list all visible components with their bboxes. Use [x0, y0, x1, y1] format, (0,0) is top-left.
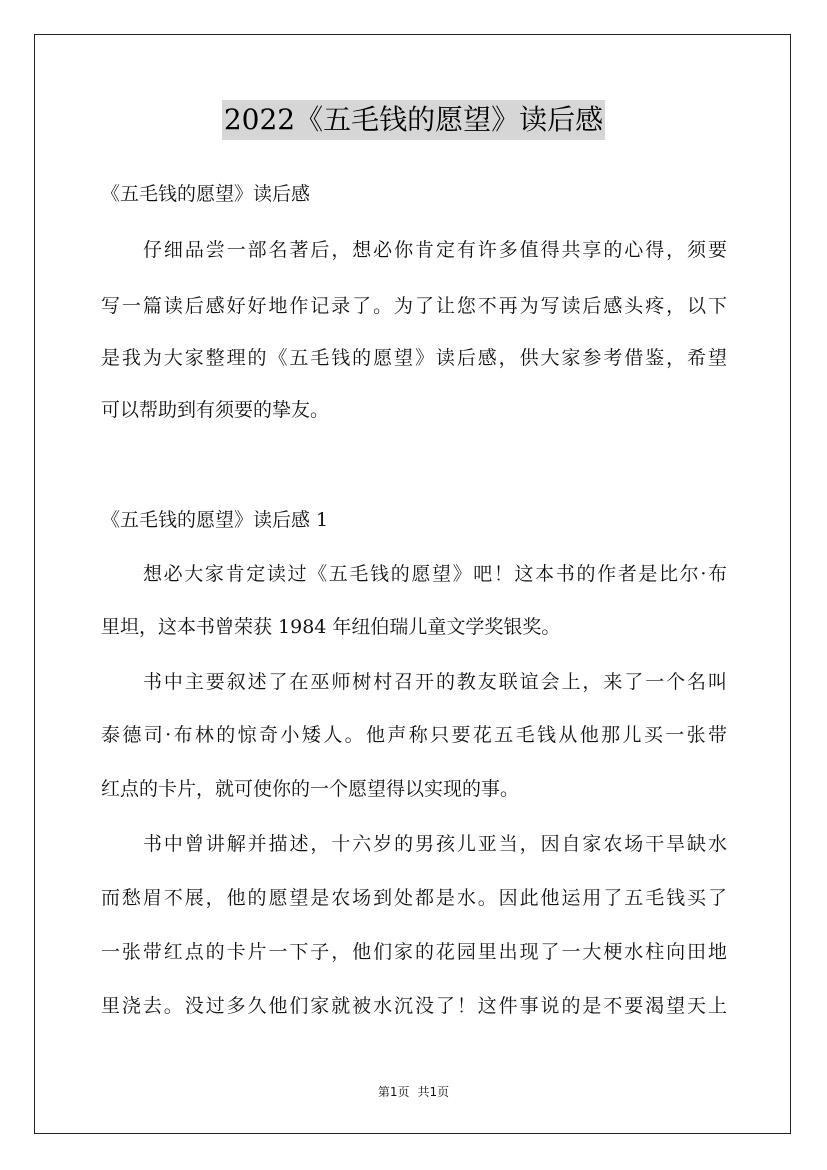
paragraph-line: 里浇去。没过多久他们家就被水沉没了！这件事说的是不要渴望天上 [101, 995, 727, 1017]
paragraph-line: 里坦，这本书曾荣获 1984 年纽伯瑞儿童文学奖银奖。 [101, 616, 561, 638]
page-number: 第1页 [377, 1085, 410, 1099]
title-container [0, 100, 827, 140]
section-heading: 《五毛钱的愿望》读后感 1 [101, 509, 329, 531]
subtitle: 《五毛钱的愿望》读后感 [101, 183, 311, 205]
intro-line: 仔细品尝一部名著后，想必你肯定有许多值得共享的心得，须要 [143, 239, 727, 261]
paragraph-line: 书中曾讲解并描述，十六岁的男孩儿亚当，因自家农场干旱缺水 [143, 833, 727, 855]
intro-line: 写一篇读后感好好地作记录了。为了让您不再为写读后感头疼，以下 [101, 295, 727, 317]
paragraph-line: 书中主要叙述了在巫师树村召开的教友联谊会上，来了一个名叫 [143, 671, 727, 693]
paragraph-line: 红点的卡片，就可使你的一个愿望得以实现的事。 [101, 778, 520, 800]
paragraph-line: 想必大家肯定读过《五毛钱的愿望》吧！这本书的作者是比尔·布 [143, 563, 727, 585]
paragraph-line: 而愁眉不展，他的愿望是农场到处都是水。因此他运用了五毛钱买了 [101, 887, 727, 909]
document-title: 2022《五毛钱的愿望》读后感 [222, 100, 605, 140]
page-total: 共1页 [417, 1085, 450, 1099]
paragraph-line: 泰德司·布林的惊奇小矮人。他声称只要花五毛钱从他那儿买一张带 [101, 724, 727, 746]
intro-line: 是我为大家整理的《五毛钱的愿望》读后感，供大家参考借鉴，希望 [101, 347, 727, 369]
paragraph-line: 一张带红点的卡片一下子，他们家的花园里出现了一大梗水柱向田地 [101, 941, 727, 963]
page-footer [0, 1083, 827, 1100]
intro-line: 可以帮助到有须要的挚友。 [101, 399, 330, 421]
